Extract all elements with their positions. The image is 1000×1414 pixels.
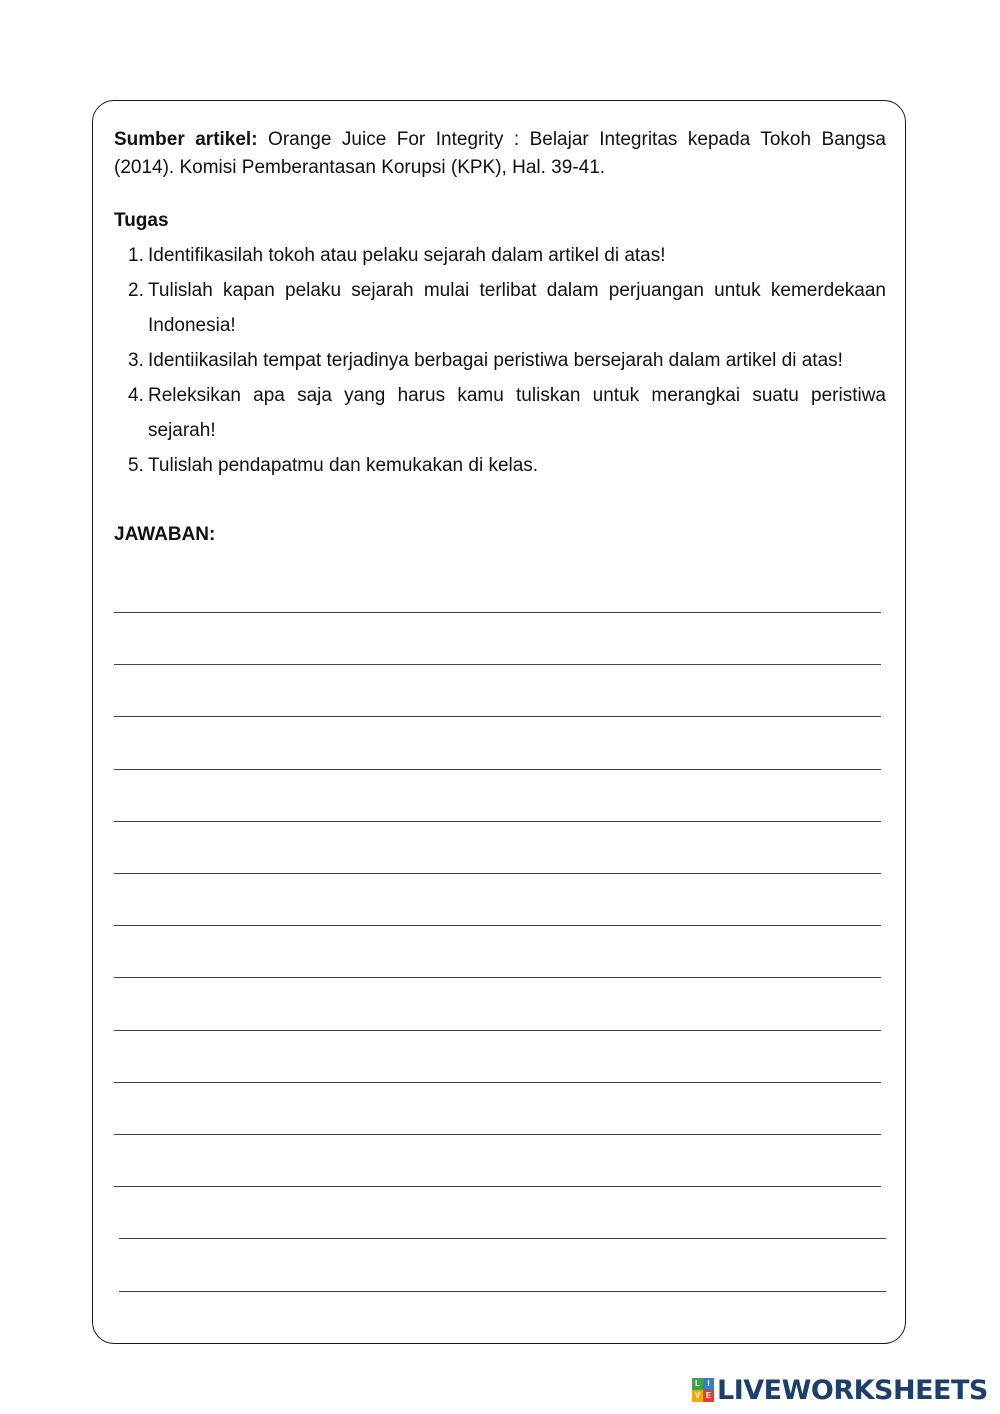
task-text: Identifikasilah tokoh atau pelaku sejarah dalam artikel di atas! <box>148 245 666 266</box>
task-number: 5. <box>128 455 144 476</box>
answer-line[interactable] <box>114 612 881 613</box>
liveworksheets-icon <box>692 1378 714 1402</box>
task-number: 1. <box>128 245 144 266</box>
task-text: Tulislah pendapatmu dan kemukakan di kelas. <box>148 455 539 476</box>
answer-line[interactable] <box>114 821 881 822</box>
answer-line[interactable] <box>114 1030 881 1031</box>
answer-line[interactable] <box>119 1238 886 1239</box>
task-number: 3. <box>128 350 144 371</box>
answer-line[interactable] <box>114 977 881 978</box>
task-text: Releksikan apa saja yang harus kamu tuliskan untuk merangkai suatu peristiwa sejarah! <box>148 385 886 441</box>
answer-heading: JAWABAN: <box>114 524 216 545</box>
tasks-heading: Tugas <box>114 210 169 231</box>
source-text: Orange Juice For Integrity : Belajar Integritas kepada Tokoh Bangsa (2014). Komisi Pemberantasan Korupsi (KPK), Hal. 39-41. <box>114 129 887 178</box>
task-item <box>114 238 886 273</box>
task-number: 4. <box>128 385 144 406</box>
answer-line[interactable] <box>114 925 881 926</box>
answer-line[interactable] <box>114 873 881 874</box>
source-citation <box>114 126 886 182</box>
source-label: Sumber artikel: <box>114 129 258 150</box>
logo-tile-i: I <box>703 1378 714 1390</box>
task-number: 2. <box>128 280 144 301</box>
answer-line[interactable] <box>114 769 881 770</box>
answer-line[interactable] <box>114 716 881 717</box>
answer-line[interactable] <box>119 1291 886 1292</box>
brand-name: LIVEWORKSHEETS <box>717 1374 988 1406</box>
answer-line[interactable] <box>114 1082 881 1083</box>
task-text: Identiikasilah tempat terjadinya berbagai peristiwa bersejarah dalam artikel di atas! <box>148 350 843 371</box>
answer-line[interactable] <box>114 1186 881 1187</box>
task-list <box>114 238 886 483</box>
task-item <box>114 448 886 483</box>
answer-line[interactable] <box>114 664 881 665</box>
logo-tile-v: V <box>692 1390 703 1402</box>
task-item <box>114 343 886 378</box>
logo-tile-e: E <box>703 1390 714 1402</box>
logo-tile-l: L <box>692 1378 703 1390</box>
task-text: Tulislah kapan pelaku sejarah mulai terlibat dalam perjuangan untuk kemerdekaan Indonesia! <box>148 280 886 336</box>
task-item <box>114 273 886 343</box>
liveworksheets-logo <box>692 1374 988 1406</box>
task-item <box>114 378 886 448</box>
answer-line[interactable] <box>114 1134 881 1135</box>
